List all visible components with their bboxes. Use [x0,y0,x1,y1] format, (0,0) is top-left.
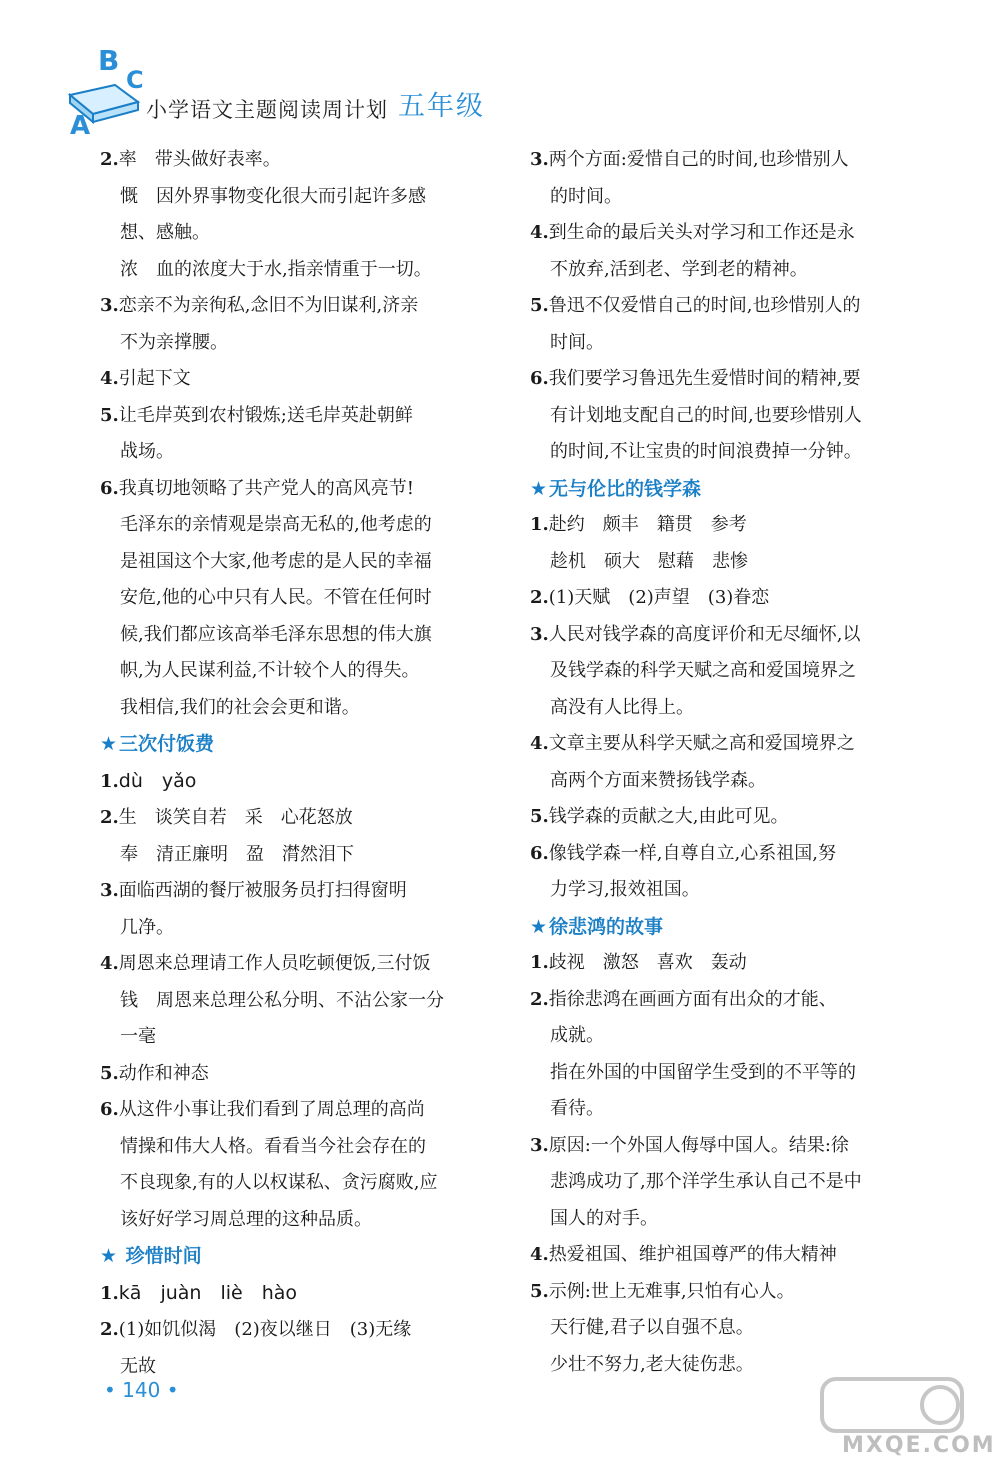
answer-item [530,580,930,617]
star-icon: ★ [100,1245,118,1267]
answer-item [100,361,500,398]
answer-number: 1. [100,770,119,792]
logo-letter-a: A [70,111,91,135]
answer-number: 1. [530,514,549,535]
answer-item [100,873,500,910]
star-icon: ★ [530,477,548,500]
page-number [104,1378,179,1402]
answer-continuation: 高没有人比得上。 [550,696,694,718]
answer-continuation: 帜,为人民谋利益,不计较个人的得失。 [120,660,420,681]
answer-item [100,1092,500,1129]
answer-item [530,142,930,179]
answer-continuation: 安危,他的心中只有人民。不管在任何时 [120,587,432,608]
answer-continuation: 一毫 [120,1026,156,1047]
answer-text: 指徐悲鸿在画画方面有出众的才能、 [548,988,837,1010]
answer-number: 5. [530,295,549,316]
answer-number: 4. [530,222,549,243]
answer-continuation: 浓 血的浓度大于水,指亲情重于一切。 [120,258,432,280]
answer-text: 让毛岸英到农村锻炼;送毛岸英赴朝鲜 [118,404,413,426]
answer-continuation: 无故 [120,1355,156,1377]
watermark-logo [802,1371,996,1466]
answer-number: 6. [100,1099,119,1120]
answer-continuation: 悲鸿成功了,那个洋学生承认自己不是中 [550,1171,862,1192]
answer-number: 3. [100,880,119,901]
answer-number: 1. [530,952,549,973]
answer-continuation: 不良现象,有的人以权谋私、贪污腐败,应 [120,1172,438,1193]
answer-continuation: 时间。 [550,331,604,353]
answer-continuation: 及钱学森的科学天赋之高和爱国境界之 [550,660,856,681]
answer-number: 3. [530,149,549,170]
answer-number: 1. [100,1282,119,1304]
answer-continuation: 是祖国这个大家,他考虑的是人民的幸福 [120,550,432,572]
answer-item [530,982,930,1019]
answer-number: 2. [100,807,119,828]
answer-text: 到生命的最后关头对学习和工作还是永 [548,222,855,243]
answer-number: 5. [530,1280,549,1302]
answer-item [100,763,500,801]
answer-item [530,726,930,763]
answer-number: 2. [100,1319,119,1340]
answer-continuation: 的时间,不让宝贵的时间浪费掉一分钟。 [550,441,862,462]
answer-item [100,1275,500,1313]
answer-continuation: 成就。 [550,1025,604,1046]
answer-text: 我们要学习鲁迅先生爱惜时间的精神,要 [548,368,861,389]
answer-continuation: 候,我们都应该高举毛泽东思想的伟大旗 [120,623,432,645]
answer-continuation: 看待。 [550,1098,604,1119]
answer-item [530,617,930,654]
section-heading [100,1238,500,1275]
star-icon: ★ [100,733,118,755]
answer-continuation: 国人的对手。 [550,1207,658,1229]
answer-continuation: 该好好学习周总理的这种品质。 [120,1208,372,1230]
answer-text: 钱学森的贡献之大,由此可见。 [548,806,789,827]
answer-text: 动作和神态 [118,1062,209,1084]
answer-item [100,471,500,508]
answer-item [100,398,500,435]
answer-number: 4. [100,953,119,974]
answer-text: 周恩来总理请工作人员吃顿便饭,三付饭 [118,953,431,974]
abc-book-logo-icon [60,40,150,135]
watermark-text: MXQE.COM [842,1433,996,1458]
section-heading-text: 三次付饭费 [119,733,215,755]
answer-continuation: 不为亲撑腰。 [120,331,228,353]
answer-continuation: 天行健,君子以自强不息。 [550,1317,754,1338]
answer-item [100,288,500,325]
answer-text: 赴约 颇丰 籍贯 参考 [548,514,747,535]
answer-continuation: 少壮不努力,老大徒伤悲。 [550,1353,754,1375]
answer-text: 引起下文 [118,368,191,389]
answer-text: 两个方面:爱惜自己的时间,也珍惜别人 [548,149,849,170]
section-heading [530,471,930,508]
answer-number: 3. [530,623,549,645]
answer-number: 2. [100,149,119,170]
answer-item [530,215,930,252]
answer-item [530,1237,930,1274]
answer-number: 4. [100,368,119,389]
section-heading [100,726,500,763]
answer-item [530,361,930,398]
answer-number: 6. [530,842,549,864]
answer-item [530,1128,930,1165]
answer-text: 率 带头做好表率。 [118,149,281,170]
answer-text: 热爱祖国、维护祖国尊严的伟大精神 [548,1244,837,1265]
answer-continuation: 高两个方面来赞扬钱学森。 [550,769,766,791]
answer-text: 面临西湖的餐厅被服务员打扫得窗明 [118,880,407,901]
answer-number: 5. [530,806,549,827]
answer-text: 原因:一个外国人侮辱中国人。结果:徐 [548,1134,849,1156]
answer-item [100,800,500,837]
grade-label: 五年级 [398,91,485,122]
answer-continuation: 的时间。 [550,185,622,207]
answer-text: 歧视 激怒 喜欢 轰动 [548,952,747,973]
page-number-value: 140 [122,1378,161,1402]
answer-number: 5. [100,404,119,426]
answer-item [100,1056,500,1093]
answer-item [530,799,930,836]
answer-number: 5. [100,1062,119,1084]
answer-continuation: 战场。 [120,441,174,462]
book-title: 小学语文主题阅读周计划 [146,98,388,122]
answer-number: 3. [100,295,119,316]
answer-column-left [100,142,500,1385]
answer-text: 生 谈笑自若 采 心花怒放 [118,807,353,828]
answer-item [530,507,930,544]
answer-text: 像钱学森一样,自尊自立,心系祖国,努 [548,842,836,864]
section-heading-text: 珍惜时间 [119,1245,202,1267]
answer-number: 6. [100,477,119,499]
answer-continuation: 指在外国的中国留学生受到的不平等的 [550,1061,856,1083]
logo-letter-b: B [98,44,120,77]
answer-text: 鲁迅不仅爱惜自己的时间,也珍惜别人的 [548,295,861,316]
answer-item [100,142,500,179]
page-header [60,40,580,140]
page-number-dot-right: • [166,1378,179,1402]
answer-text: 人民对钱学森的高度评价和无尽缅怀,以 [548,623,861,645]
answer-column-right [530,142,930,1383]
answer-continuation: 不放弃,活到老、学到老的精神。 [550,258,808,280]
answer-text: kā juàn liè hào [118,1281,298,1304]
answer-continuation: 慨 因外界事物变化很大而引起许多感 [120,185,426,207]
answer-continuation: 有计划地支配自己的时间,也要珍惜别人 [550,404,862,426]
answer-text: (1)天赋 (2)声望 (3)眷恋 [548,587,770,608]
answer-continuation: 情操和伟大人格。看看当今社会存在的 [120,1135,426,1157]
answer-text: dù yǎo [118,769,197,792]
answer-text: 文章主要从科学天赋之高和爱国境界之 [548,733,855,754]
answer-continuation: 我相信,我们的社会会更和谐。 [120,696,360,718]
answer-number: 2. [530,988,549,1010]
answer-text: 我真切地领略了共产党人的高风亮节! [118,477,415,499]
answer-item [530,945,930,982]
answer-continuation: 趁机 硕大 慰藉 悲惨 [550,550,748,572]
answer-number: 4. [530,1244,549,1265]
answer-text: (1)如饥似渴 (2)夜以继日 (3)无缘 [118,1319,412,1340]
logo-letter-c: C [126,66,144,94]
answer-item [530,288,930,325]
answer-number: 4. [530,733,549,754]
answer-continuation: 钱 周恩来总理公私分明、不沾公家一分 [120,989,444,1011]
answer-continuation: 想、感触。 [120,222,210,243]
answer-item [530,1274,930,1311]
answer-text: 示例:世上无难事,只怕有心人。 [548,1280,795,1302]
answer-text: 恋亲不为亲徇私,念旧不为旧谋利,济亲 [118,295,419,316]
answer-number: 2. [530,587,549,608]
answer-text: 从这件小事让我们看到了周总理的高尚 [118,1099,425,1120]
star-icon: ★ [530,915,548,938]
answer-item [100,946,500,983]
answer-number: 3. [530,1134,549,1156]
section-heading-text: 无与伦比的钱学森 [549,477,702,500]
section-heading [530,909,930,946]
answer-item [100,1312,500,1349]
answer-number: 6. [530,368,549,389]
watermark-stamp-icon [802,1371,982,1441]
answer-continuation: 力学习,报效祖国。 [550,879,700,900]
page-number-dot-left: • [104,1378,116,1402]
answer-continuation: 奉 清正廉明 盈 潸然泪下 [120,843,354,865]
answer-continuation: 毛泽东的亲情观是崇高无私的,他考虑的 [120,514,432,535]
answer-item [530,836,930,873]
section-heading-text: 徐悲鸿的故事 [549,915,664,938]
answer-continuation: 几净。 [120,916,174,938]
